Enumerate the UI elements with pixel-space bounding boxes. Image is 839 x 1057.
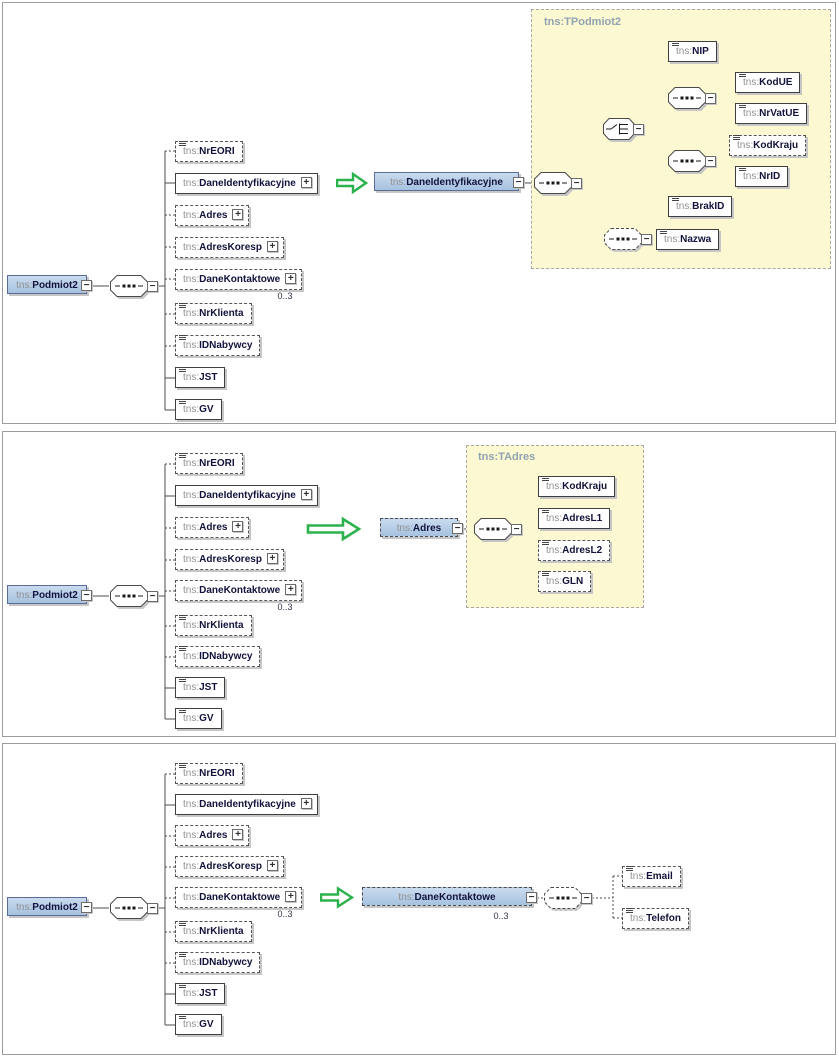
collapse-button[interactable]: − [452,523,463,534]
element-nazwa[interactable]: tns:Nazwa [656,229,719,250]
simple-type-icon [625,903,634,922]
expand-button[interactable]: + [301,177,312,188]
collapse-button[interactable]: − [147,281,158,292]
collapse-button[interactable]: − [633,124,644,135]
collapse-button[interactable]: − [705,93,716,104]
element-name: Podmiot2 [32,280,78,291]
element-gv[interactable]: tns:GV [175,399,222,420]
simple-type-icon [738,98,747,117]
simple-type-icon [738,161,747,180]
simple-type-icon [541,471,550,490]
expansion-arrow-icon [336,172,368,194]
collapse-button[interactable]: − [641,234,652,245]
element-danekontaktowe[interactable]: tns:DaneKontaktowe + [175,580,302,601]
expand-button[interactable]: + [232,521,243,532]
element-danekontaktowe[interactable]: tns:DaneKontaktowe + [175,887,302,908]
element-email[interactable]: tns:Email [622,866,681,887]
collapse-button[interactable]: − [705,156,716,167]
expand-button[interactable]: + [285,891,296,902]
sequence-compositor-icon[interactable] [109,896,161,920]
collapse-button[interactable]: − [81,280,92,291]
element-gv[interactable]: tns:GV [175,1014,222,1035]
simple-type-icon [178,448,187,467]
element-daneidentyfikacyjne-expanded[interactable]: tns:DaneIdentyfikacyjne − [374,172,519,191]
collapse-button[interactable]: − [147,903,158,914]
simple-type-icon [178,136,187,155]
element-adres-expanded[interactable]: tns:Adres − [380,518,458,537]
collapse-button[interactable]: − [81,590,92,601]
element-telefon[interactable]: tns:Telefon [622,908,689,929]
simple-type-icon [671,36,680,55]
element-idnabywcy[interactable]: tns:IDNabywcy [175,952,260,973]
simple-type-icon [178,703,187,722]
simple-type-icon [178,916,187,935]
simple-type-icon [178,610,187,629]
type-area-label: tns:TAdres [478,451,536,463]
sequence-compositor-icon-optional[interactable] [603,227,655,251]
element-podmiot2[interactable]: tns:Podmiot2 − [7,585,87,604]
collapse-button[interactable]: − [81,902,92,913]
simple-type-icon [178,947,187,966]
simple-type-icon [178,641,187,660]
element-jst[interactable]: tns:JST [175,983,225,1004]
element-danekontaktowe[interactable]: tns:DaneKontaktowe + [175,269,302,290]
expand-button[interactable]: + [285,584,296,595]
element-adreskoresp[interactable]: tns:AdresKoresp + [175,237,284,258]
choice-compositor-icon[interactable] [602,117,654,141]
expand-button[interactable]: + [285,273,296,284]
simple-type-icon [659,224,668,243]
sequence-compositor-icon[interactable] [109,274,161,298]
element-kodue[interactable]: tns:KodUE [735,72,800,93]
namespace-prefix: tns: [16,280,33,291]
element-podmiot2[interactable]: tns:Podmiot2 − [7,897,87,916]
element-idnabywcy[interactable]: tns:IDNabywcy [175,335,260,356]
simple-type-icon [178,330,187,349]
element-nreori[interactable]: tns:NrEORI [175,763,243,784]
element-gv[interactable]: tns:GV [175,708,222,729]
sequence-compositor-icon[interactable] [109,584,161,608]
simple-type-icon [625,861,634,880]
expand-button[interactable]: + [301,489,312,500]
collapse-button[interactable]: − [581,893,592,904]
schema-diagram-panel-1 [2,2,836,424]
sequence-compositor-icon-optional[interactable] [543,886,595,910]
element-adres[interactable]: tns:Adres + [175,825,249,846]
sequence-compositor-icon[interactable] [473,517,525,541]
simple-type-icon [541,566,550,585]
expand-button[interactable]: + [267,553,278,564]
collapse-button[interactable]: − [147,591,158,602]
expand-button[interactable]: + [267,241,278,252]
element-adresl2[interactable]: tns:AdresL2 [538,540,610,561]
occurrence-label: 0..3 [493,911,509,921]
collapse-button[interactable]: − [513,177,524,188]
element-nip[interactable]: tns:NIP [668,41,717,62]
expand-button[interactable]: + [267,860,278,871]
occurrence-label: 0..3 [277,602,293,612]
simple-type-icon [178,758,187,777]
simple-type-icon [178,1009,187,1028]
type-area-label: tns:TPodmiot2 [544,16,621,28]
expand-button[interactable]: + [232,209,243,220]
element-gln[interactable]: tns:GLN [538,571,591,592]
element-kodkraju[interactable]: tns:KodKraju [538,476,615,497]
simple-type-icon [732,130,741,149]
element-adres[interactable]: tns:Adres + [175,517,249,538]
sequence-compositor-icon[interactable] [667,86,719,110]
element-daneidentyfikacyjne[interactable]: tns:DaneIdentyfikacyjne + [175,794,318,815]
expansion-arrow-icon [306,516,362,542]
schema-diagram-panel-2 [2,431,836,737]
element-nrklienta[interactable]: tns:NrKlienta [175,615,252,636]
element-daneidentyfikacyjne[interactable]: tns:DaneIdentyfikacyjne + [175,485,318,506]
expand-button[interactable]: + [232,829,243,840]
element-nreori[interactable]: tns:NrEORI [175,453,243,474]
element-daneidentyfikacyjne[interactable]: tns:DaneIdentyfikacyjne + [175,173,318,194]
element-nreori[interactable]: tns:NrEORI [175,141,243,162]
schema-diagram-panel-3 [2,743,836,1055]
sequence-compositor-icon[interactable] [667,149,719,173]
element-adreskoresp[interactable]: tns:AdresKoresp + [175,856,284,877]
collapse-button[interactable]: − [526,892,537,903]
simple-type-icon [178,298,187,317]
simple-type-icon [178,394,187,413]
collapse-button[interactable]: − [571,178,582,189]
simple-type-icon [178,672,187,691]
element-nrklienta[interactable]: tns:NrKlienta [175,303,252,324]
simple-type-icon [671,191,680,210]
simple-type-icon [178,978,187,997]
simple-type-icon [541,503,550,522]
element-idnabywcy[interactable]: tns:IDNabywcy [175,646,260,667]
element-nrid[interactable]: tns:NrID [735,166,788,187]
element-nrvatue[interactable]: tns:NrVatUE [735,103,807,124]
element-danekontaktowe-expanded[interactable]: tns:DaneKontaktowe − [362,887,532,906]
element-podmiot2[interactable] [7,275,90,294]
element-nrklienta[interactable]: tns:NrKlienta [175,921,252,942]
element-brakid[interactable]: tns:BrakID [668,196,732,217]
element-adresl1[interactable]: tns:AdresL1 [538,508,610,529]
simple-type-icon [178,362,187,381]
simple-type-icon [738,67,747,86]
simple-type-icon [541,535,550,554]
element-jst[interactable]: tns:JST [175,677,225,698]
occurrence-label: 0..3 [277,909,293,919]
expand-button[interactable]: + [301,798,312,809]
collapse-button[interactable]: − [511,524,522,535]
element-kodkraju[interactable]: tns:KodKraju [729,135,806,156]
element-jst[interactable]: tns:JST [175,367,225,388]
expansion-arrow-icon [320,886,354,909]
sequence-compositor-icon[interactable] [533,171,585,195]
occurrence-label: 0..3 [277,291,293,301]
element-adres[interactable]: tns:Adres + [175,205,249,226]
element-adreskoresp[interactable]: tns:AdresKoresp + [175,549,284,570]
